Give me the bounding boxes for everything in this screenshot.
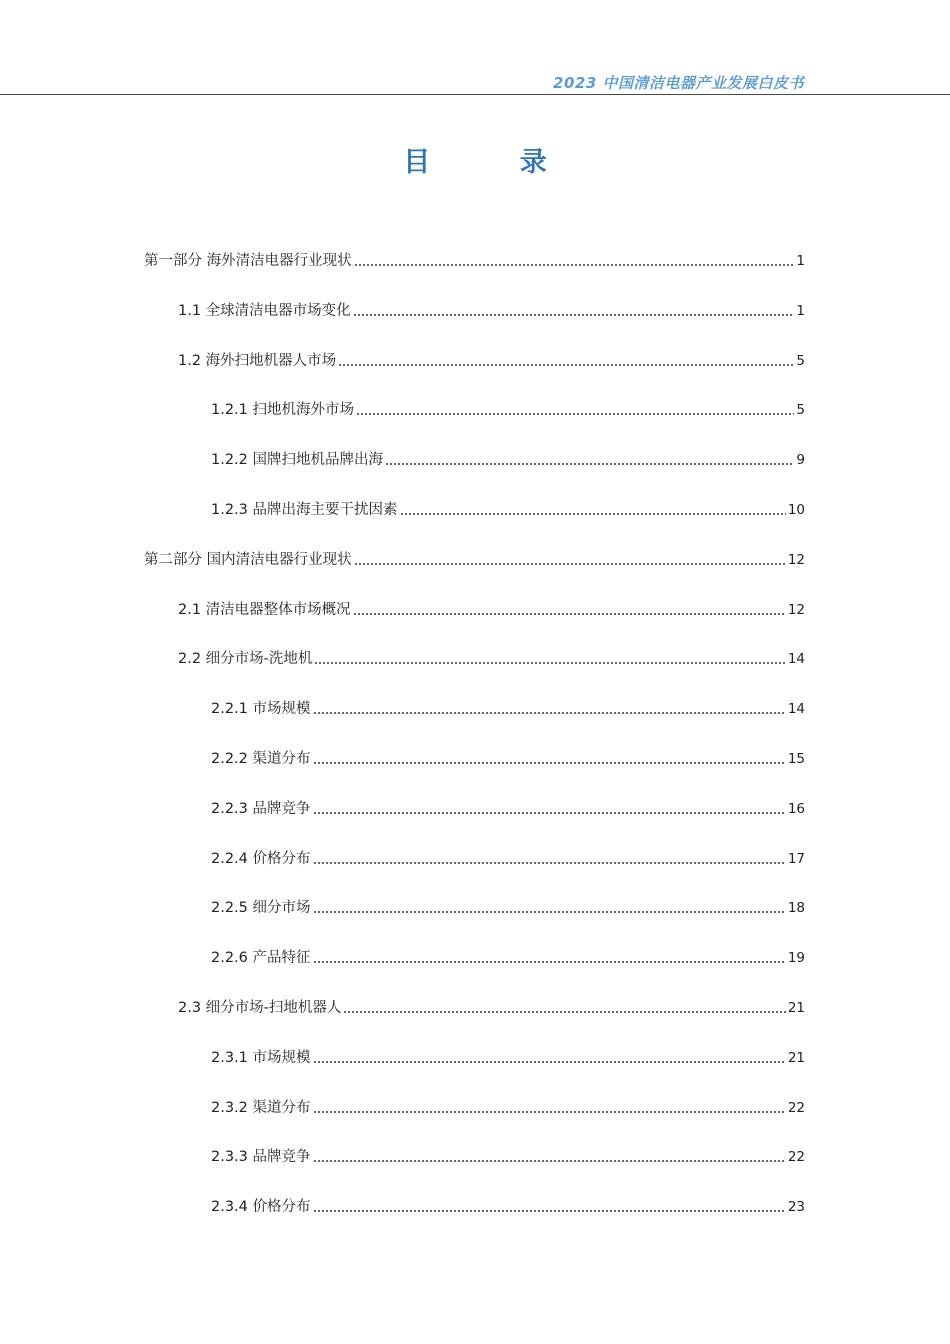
toc-entry-title: 2.2.1 市场规模 [211, 701, 311, 718]
toc-entry-page: 17 [787, 850, 805, 867]
toc-entry-page: 16 [787, 800, 805, 817]
toc-entry-title: 2.2.6 产品特征 [211, 950, 311, 967]
toc-entry-title: 2.2 细分市场-洗地机 [178, 651, 313, 668]
toc-entry-page: 5 [796, 402, 805, 419]
toc-entry-page: 1 [796, 253, 805, 269]
toc-entry[interactable] [211, 1193, 805, 1217]
toc-entry-title: 2.2.4 价格分布 [211, 850, 311, 867]
toc-leader-dots [385, 463, 794, 465]
toc-entry-title: 2.2.3 品牌竞争 [211, 800, 311, 817]
toc-leader-dots [313, 762, 786, 764]
toc-leader-dots [354, 563, 786, 565]
toc-entry[interactable] [178, 645, 805, 669]
toc-entry[interactable] [144, 247, 805, 271]
toc-entry-page: 21 [787, 1000, 805, 1016]
toc-entry[interactable] [211, 446, 805, 470]
toc-title: 目 录 [403, 147, 587, 178]
toc-leader-dots [400, 513, 786, 515]
toc-leader-dots [313, 1210, 786, 1212]
toc-entry-page: 19 [787, 950, 805, 967]
toc-entry-page: 14 [787, 701, 805, 718]
toc-leader-dots [338, 364, 794, 366]
toc-entry-title: 第二部分 国内清洁电器行业现状 [144, 551, 352, 568]
header-title: 2023 中国清洁电器产业发展白皮书 [553, 74, 804, 92]
toc-entry-title: 2.3 细分市场-扫地机器人 [178, 1000, 342, 1016]
toc-entry-page: 12 [787, 551, 805, 568]
toc-entry[interactable] [211, 894, 805, 918]
toc-entry-title: 2.3.2 渠道分布 [211, 1099, 311, 1116]
toc-entry-title: 第一部分 海外清洁电器行业现状 [144, 253, 352, 269]
toc-entry-title: 1.2 海外扫地机器人市场 [178, 352, 337, 369]
toc-entry-title: 2.3.4 价格分布 [211, 1199, 311, 1216]
toc-leader-dots [313, 862, 786, 864]
toc-leader-dots [353, 314, 795, 316]
toc-entry[interactable] [178, 297, 805, 321]
toc-entry-title: 2.1 清洁电器整体市场概况 [178, 601, 351, 618]
toc-leader-dots [354, 264, 795, 266]
toc-entry-page: 10 [787, 502, 805, 518]
toc-entry[interactable] [211, 396, 805, 420]
toc-entry[interactable] [178, 596, 805, 620]
toc-entry-page: 23 [787, 1199, 805, 1216]
toc-leader-dots [314, 662, 785, 664]
toc-leader-dots [313, 1160, 786, 1162]
toc-entry[interactable] [211, 745, 805, 769]
toc-entry-page: 15 [787, 751, 805, 767]
toc-entry[interactable] [211, 944, 805, 968]
toc-entry[interactable] [211, 1143, 805, 1167]
page-header [0, 0, 950, 96]
toc-entry-title: 2.2.5 细分市场 [211, 900, 311, 917]
toc-entry-page: 1 [796, 302, 805, 319]
toc-entry-title: 1.2.3 品牌出海主要干扰因素 [211, 502, 398, 518]
toc-entry-title: 1.1 全球清洁电器市场变化 [178, 302, 351, 319]
toc-entry[interactable] [144, 546, 805, 570]
toc-leader-dots [313, 961, 786, 963]
toc-entry[interactable] [178, 347, 805, 371]
toc-entry-page: 18 [787, 900, 805, 917]
toc-entry-page: 9 [796, 452, 805, 469]
toc-leader-dots [353, 613, 786, 615]
toc-entry-title: 1.2.2 国牌扫地机品牌出海 [211, 452, 384, 469]
toc-leader-dots [313, 1111, 786, 1113]
toc-entry[interactable] [178, 994, 805, 1018]
toc-entry[interactable] [211, 845, 805, 869]
toc-leader-dots [356, 413, 794, 415]
toc-entry[interactable] [211, 1094, 805, 1118]
toc-entry-title: 1.2.1 扫地机海外市场 [211, 402, 355, 419]
toc-entry-page: 5 [796, 352, 805, 369]
toc-entry[interactable] [211, 496, 805, 520]
toc-entry-page: 12 [787, 601, 805, 618]
header-divider [0, 94, 950, 95]
toc-leader-dots [313, 712, 786, 714]
toc-entry-page: 22 [787, 1149, 805, 1166]
toc-entry-page: 14 [787, 651, 805, 668]
toc-entry-title: 2.3.3 品牌竞争 [211, 1149, 311, 1166]
toc-leader-dots [343, 1011, 785, 1013]
toc-leader-dots [313, 911, 786, 913]
toc-entry-page: 21 [787, 1049, 805, 1066]
toc-entry[interactable] [211, 695, 805, 719]
toc-entry[interactable] [211, 1044, 805, 1068]
toc-leader-dots [313, 1061, 786, 1063]
toc-entry-title: 2.3.1 市场规模 [211, 1049, 311, 1066]
toc-entry[interactable] [211, 795, 805, 819]
toc-entry-title: 2.2.2 渠道分布 [211, 751, 311, 767]
toc-leader-dots [313, 812, 786, 814]
toc-entry-page: 22 [787, 1099, 805, 1116]
